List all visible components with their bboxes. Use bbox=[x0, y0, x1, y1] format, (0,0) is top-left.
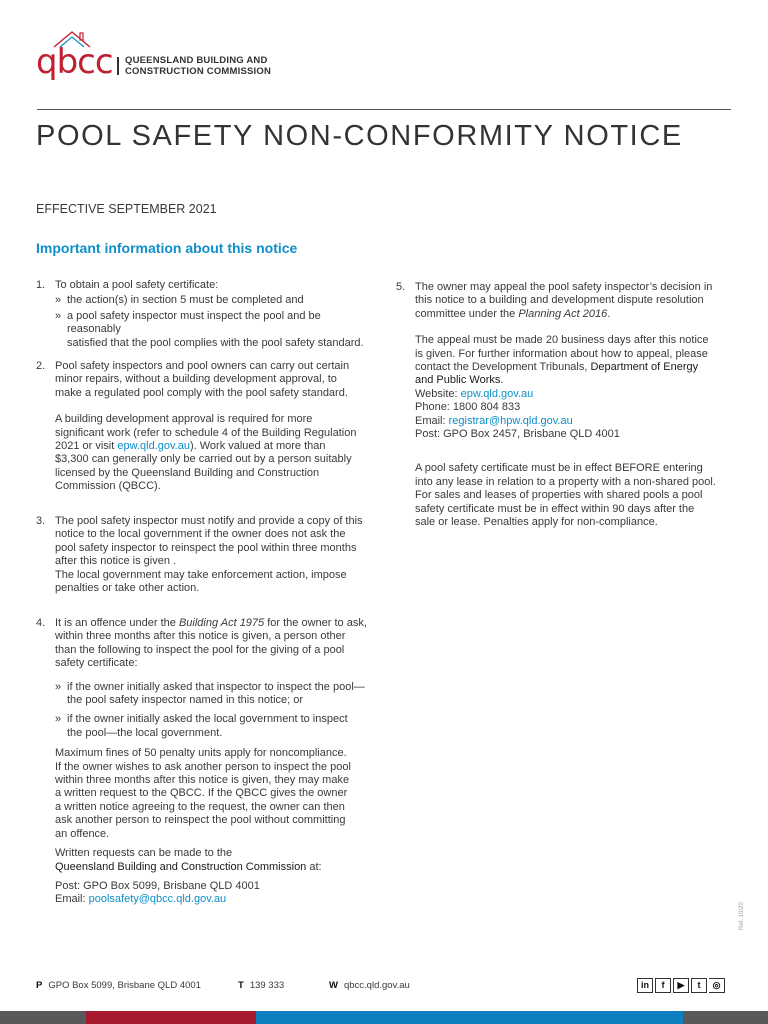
contact-block: Post: GPO Box 5099, Brisbane QLD 4001 Email: poolsafety@qbcc.qld.gov.au bbox=[55, 879, 260, 906]
effective-date: EFFECTIVE SEPTEMBER 2021 bbox=[36, 202, 217, 216]
page-title: POOL SAFETY NON-CONFORMITY NOTICE bbox=[36, 120, 683, 152]
logo-divider bbox=[117, 57, 119, 75]
version-tag: Ref. 10/20 bbox=[739, 902, 745, 930]
twitter-icon[interactable]: t bbox=[691, 978, 707, 993]
notice-item-5 bbox=[396, 281, 735, 530]
item-text: To obtain a pool safety certificate: bbox=[55, 279, 219, 291]
bullet-item: » the action(s) in section 5 must be completed and bbox=[55, 294, 304, 307]
org-name bbox=[125, 55, 271, 77]
footer-bar-blue bbox=[256, 1011, 683, 1024]
appeal-paragraph: The appeal must be made 20 business days after this notice is given. For further information about how to appeal, please contact the Development Tribunals, Department of Energy and Public Works. bbox=[415, 334, 709, 387]
header-rule bbox=[37, 109, 731, 110]
item-text: It is an offence under the Building Act 1975 for the owner to ask, within three months after this notice is given, a person other than the following to inspect the pool for the giving of a pool safety certificate: bbox=[55, 617, 367, 670]
item-number: 3. bbox=[36, 515, 46, 527]
footer-bar-red bbox=[86, 1011, 256, 1024]
epw-link[interactable]: epw.qld.gov.au bbox=[117, 440, 190, 453]
facebook-icon[interactable]: f bbox=[655, 978, 671, 993]
org-name-line2: CONSTRUCTION COMMISSION bbox=[125, 66, 272, 77]
bullet-item: » if the owner initially asked that inspector to inspect the pool— the pool safety inspector named in this notice; or bbox=[55, 680, 365, 707]
item-paragraph: A building development approval is required for more significant work (refer to schedule 4 of the Building Regulation 2021 or visit epw.qld.gov.au). Work valued at more than $3,300 can generally only be carried out by a person suitably licensed by the Queensland Building and Construction Commission (QBCC). bbox=[55, 413, 357, 493]
notice-item-3 bbox=[36, 515, 375, 595]
tribunal-contact: Website: epw.qld.gov.au Phone: 1800 804 833 Email: registrar@hpw.qld.gov.au Post: GPO Box 2457, Brisbane QLD 4001 bbox=[415, 387, 620, 441]
item-number: 5. bbox=[396, 281, 406, 293]
item-text: Pool safety inspectors and pool owners can carry out certain minor repairs, without a building development approval, to make a regulated pool comply with the pool safety standard. bbox=[55, 360, 350, 399]
item-number: 2. bbox=[36, 360, 46, 372]
written-requests: Written requests can be made to the Queensland Building and Construction Commission at: bbox=[55, 847, 322, 873]
epw-website-link[interactable]: epw.qld.gov.au bbox=[460, 387, 534, 400]
instagram-icon[interactable]: ◎ bbox=[709, 978, 725, 993]
footer-web[interactable]: W qbcc.qld.gov.au bbox=[329, 980, 410, 991]
linkedin-icon[interactable]: in bbox=[637, 978, 653, 993]
qbcc-logo: qbcc bbox=[36, 42, 113, 82]
bullet-item: » a pool safety inspector must inspect the pool and be reasonably satisfied that the pool complies with the pool safety standard. bbox=[55, 309, 364, 349]
bullet-item: » if the owner initially asked the local government to inspect the pool—the local government. bbox=[55, 713, 348, 739]
fines-paragraph: Maximum fines of 50 penalty units apply for noncompliance. If the owner wishes to ask another person to inspect the pool within three months after this notice is given, they may make a written request to the QBCC. If the QBCC gives the owner a written notice agreeing to the request, the owner can then ask another person to reinspect the pool without committing an offence. bbox=[55, 747, 351, 840]
footer-bar-gray bbox=[0, 1011, 86, 1024]
item-text: The pool safety inspector must notify and provide a copy of this notice to the local government if the owner does not ask the pool safety inspector to reinspect the pool within three months after this notice is given . The local government may take enforcement action, impose penalties or take other action. bbox=[55, 515, 363, 595]
youtube-icon[interactable]: ▶ bbox=[673, 978, 689, 993]
item-number: 1. bbox=[36, 279, 46, 291]
footer-phone: T 139 333 bbox=[238, 980, 285, 991]
poolsafety-email-link[interactable]: poolsafety@qbcc.qld.gov.au bbox=[88, 893, 227, 906]
certificate-paragraph: A pool safety certificate must be in effect BEFORE entering into any lease in relation to a property with a non-shared pool. For sales and leases of properties with shared pools a pool safety certificate must be in effect within 90 days after the sale or lease. Penalties apply for non-compliance. bbox=[415, 462, 716, 529]
section-heading: Important information about this notice bbox=[36, 240, 298, 256]
footer-postal: P GPO Box 5099, Brisbane QLD 4001 bbox=[36, 980, 201, 991]
notice-item-2 bbox=[36, 360, 375, 494]
item-number: 4. bbox=[36, 617, 46, 629]
item-text: The owner may appeal the pool safety inspector’s decision in this notice to a building and development dispute resolution committee under the Planning Act 2016. bbox=[415, 281, 713, 320]
notice-item-4 bbox=[36, 617, 375, 907]
notice-item-1 bbox=[36, 279, 375, 350]
registrar-email-link[interactable]: registrar@hpw.qld.gov.au bbox=[448, 414, 573, 427]
org-name-line1: QUEENSLAND BUILDING AND bbox=[125, 55, 268, 66]
footer-bar-gray-right bbox=[683, 1011, 768, 1024]
